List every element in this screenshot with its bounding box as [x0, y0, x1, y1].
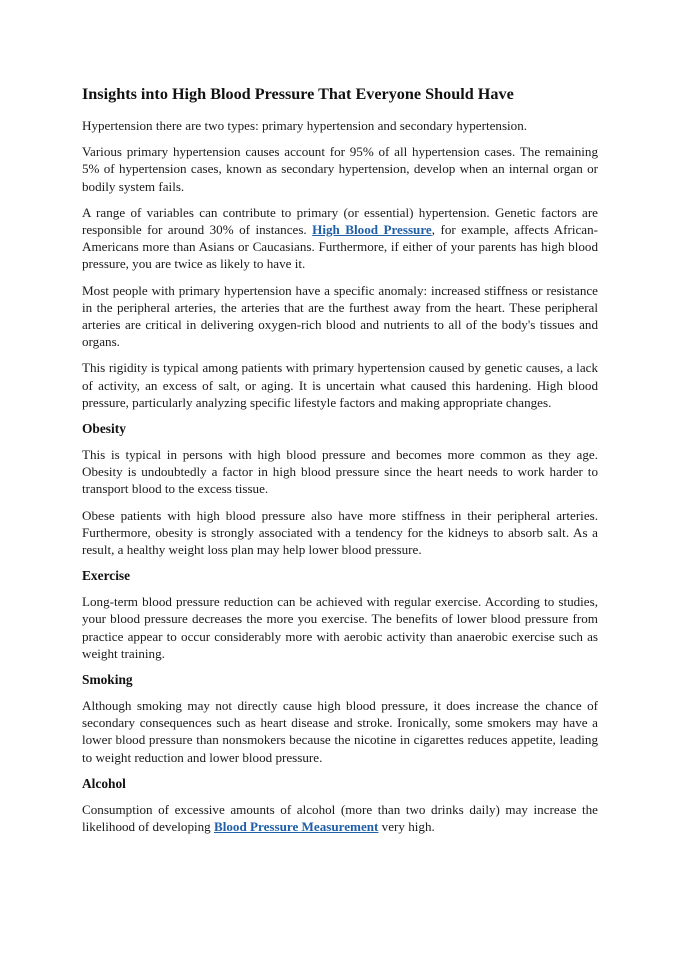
obesity-paragraph-2: Obese patients with high blood pressure also have more stiffness in their peripheral arteries. Furthermore, obesity is strongly associated with a tendency for the kidneys to absorb salt. As a result, a healthy weight loss plan may help lower blood pressure. [82, 507, 598, 558]
intro-paragraph-arteries: Most people with primary hypertension have a specific anomaly: increased stiffness or resistance in the peripheral arteries, the arteries that are the furthest away from the heart. These peripheral arteries are critical in delivering oxygen-rich blood and nutrients to all of the body's tissues and organs. [82, 282, 598, 350]
intro-paragraph-types: Hypertension there are two types: primary hypertension and secondary hypertension. [82, 118, 528, 133]
intro-paragraph-genetic [82, 204, 598, 273]
alcohol-text-after: very high. [378, 819, 435, 835]
exercise-heading: Exercise [82, 568, 131, 584]
blood-pressure-measurement-link[interactable]: Blood Pressure Measurement [214, 819, 379, 835]
smoking-paragraph: Although smoking may not directly cause high blood pressure, it does increase the chance of secondary consequences such as heart disease and stroke. Ironically, some smokers may have a lower blood pressure than nonsmokers because the nicotine in cigarettes reduces appetite, leading to weight reduction and lower blood pressure. [82, 698, 598, 765]
intro-paragraph-causes: Various primary hypertension causes account for 95% of all hypertension cases. The remaining 5% of hypertension cases, known as secondary hypertension, develop when an internal organ or bodily system fails. [82, 144, 598, 194]
genetic-text-after: , for example, affects African-Americans more than Asians or Caucasians. Furthermore, if either of your parents has high blood pressure, you are twice as likely to have it. [82, 222, 598, 272]
alcohol-text-before: Consumption of excessive amounts of alcohol (more than two drinks daily) may increase the likelihood of developing [82, 801, 598, 835]
article-title: Insights into High Blood Pressure That Everyone Should Have [82, 85, 514, 103]
exercise-paragraph: Long-term blood pressure reduction can be achieved with regular exercise. According to studies, your blood pressure decreases the more you exercise. The benefits of lower blood pressure from practice appear to occur considerably more with aerobic activity than anaerobic exercise such as weight training. [82, 594, 598, 661]
obesity-heading: Obesity [82, 421, 126, 437]
document-page [82, 84, 598, 844]
alcohol-paragraph [82, 801, 598, 835]
genetic-text-before: A range of variables can contribute to primary (or essential) hypertension. Genetic factors are responsible for around 30% of instances. [82, 204, 598, 238]
obesity-paragraph-1: This is typical in persons with high blood pressure and becomes more common as they age. Obesity is undoubtedly a factor in high blood pressure since the heart needs to work harder to transport blood to the excess tissue. [82, 447, 598, 497]
high-blood-pressure-link[interactable]: High Blood Pressure [312, 222, 432, 238]
intro-paragraph-rigidity: This rigidity is typical among patients with primary hypertension caused by genetic causes, a lack of activity, an excess of salt, or aging. It is uncertain what caused this hardening. High blood pressure, particularly analyzing specific lifestyle factors and making appropriate changes. [82, 360, 598, 410]
smoking-heading: Smoking [82, 672, 133, 688]
alcohol-heading: Alcohol [82, 775, 126, 791]
